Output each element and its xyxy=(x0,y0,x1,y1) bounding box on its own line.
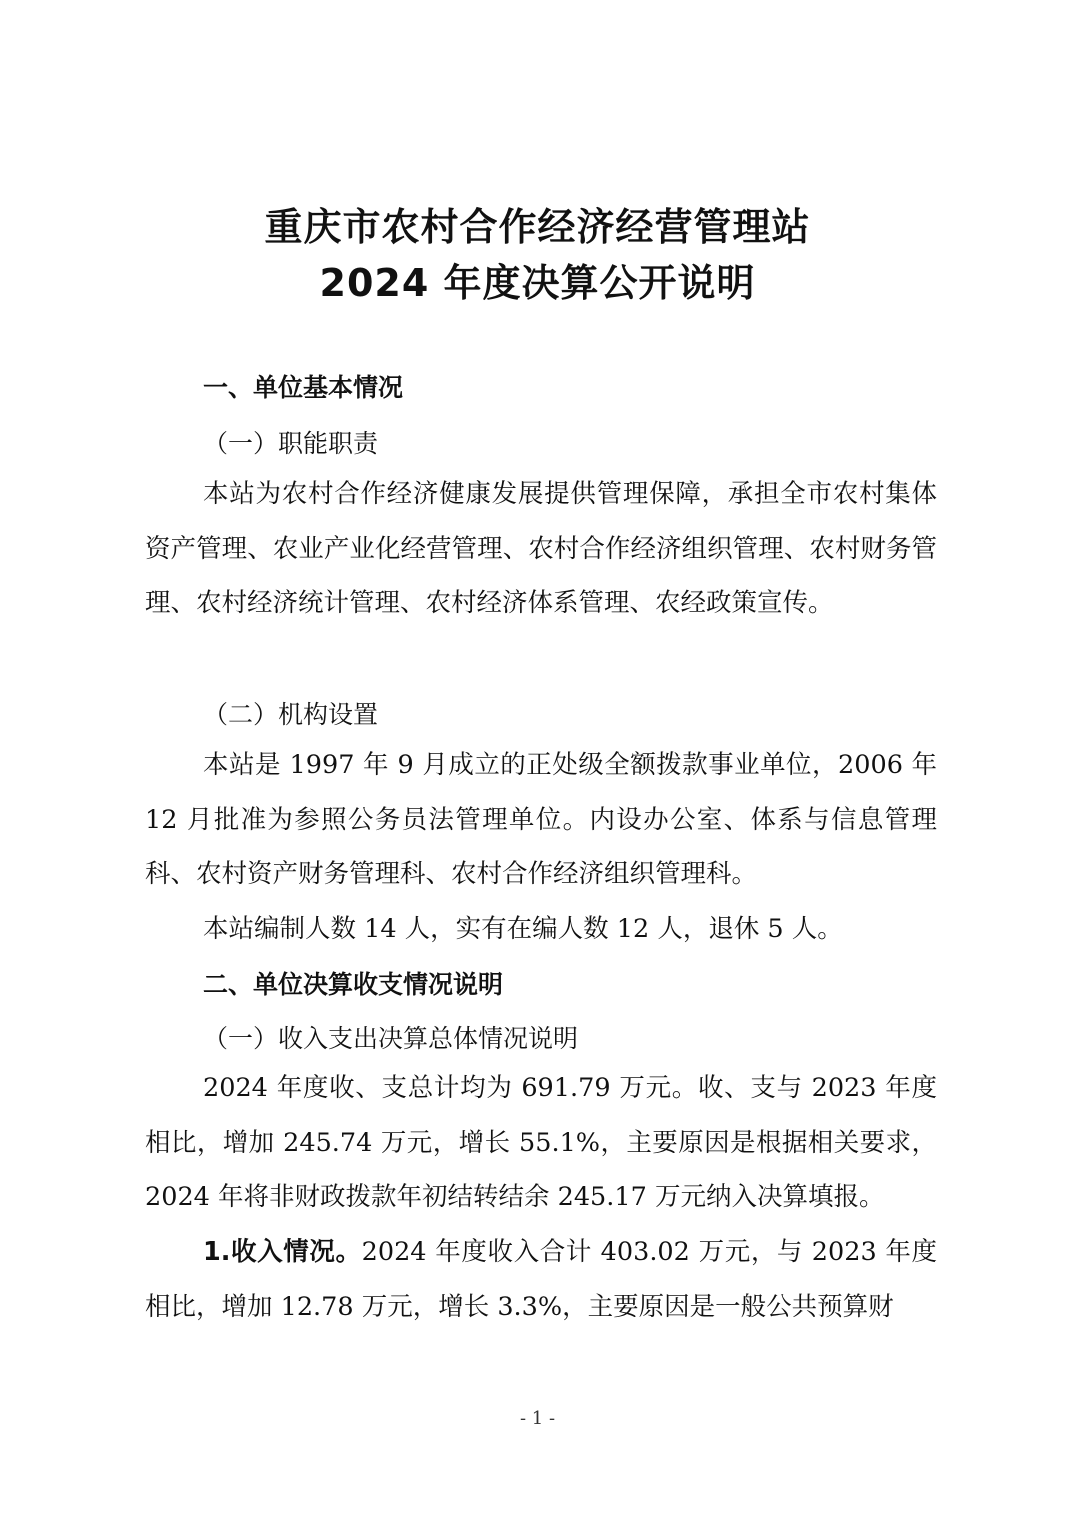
income-text: 2024 年度收入合计 403.02 万元，与 2023 年度相比，增加 12.78 万元，增长 3.3%，主要原因是一般公共预算财 xyxy=(145,1237,937,1322)
organization-paragraph: 本站是 1997 年 9 月成立的正处级全额拨款事业单位，2006 年 12 月批准为参照公务员法管理单位。内设办公室、体系与信息管理科、农村资产财务管理科、农村合作经济组织管理科。 xyxy=(145,750,937,889)
income-paragraph xyxy=(145,1225,937,1334)
overall-revenue-paragraph: 2024 年度收、支总计均为 691.79 万元。收、支与 2023 年度相比，增加 245.74 万元，增长 55.1%，主要原因是根据相关要求，2024 年将非财政拨款年初结转结余 245.17 万元纳入决算填报。 xyxy=(145,1073,937,1212)
section-1-sub-2-heading: （二）机构设置 xyxy=(203,700,379,729)
document-title-line-2: 2024 年度决算公开说明 xyxy=(319,261,756,305)
page-number: - 1 - xyxy=(519,1408,556,1429)
section-1-sub-1-heading: （一）职能职责 xyxy=(203,429,379,458)
section-1-heading: 一、单位基本情况 xyxy=(203,373,404,402)
section-2-heading: 二、单位决算收支情况说明 xyxy=(203,970,504,999)
duties-paragraph: 本站为农村合作经济健康发展提供管理保障，承担全市农村集体资产管理、农业产业化经营管理、农村合作经济组织管理、农村财务管理、农村经济统计管理、农村经济体系管理、农经政策宣传。 xyxy=(145,479,937,618)
section-2-sub-1-heading: （一）收入支出决算总体情况说明 xyxy=(203,1024,579,1053)
staffing-paragraph: 本站编制人数 14 人，实有在编人数 12 人，退休 5 人。 xyxy=(203,914,843,944)
income-lead: 1.收入情况。 xyxy=(203,1237,362,1267)
document-title-line-1: 重庆市农村合作经济经营管理站 xyxy=(264,205,811,249)
